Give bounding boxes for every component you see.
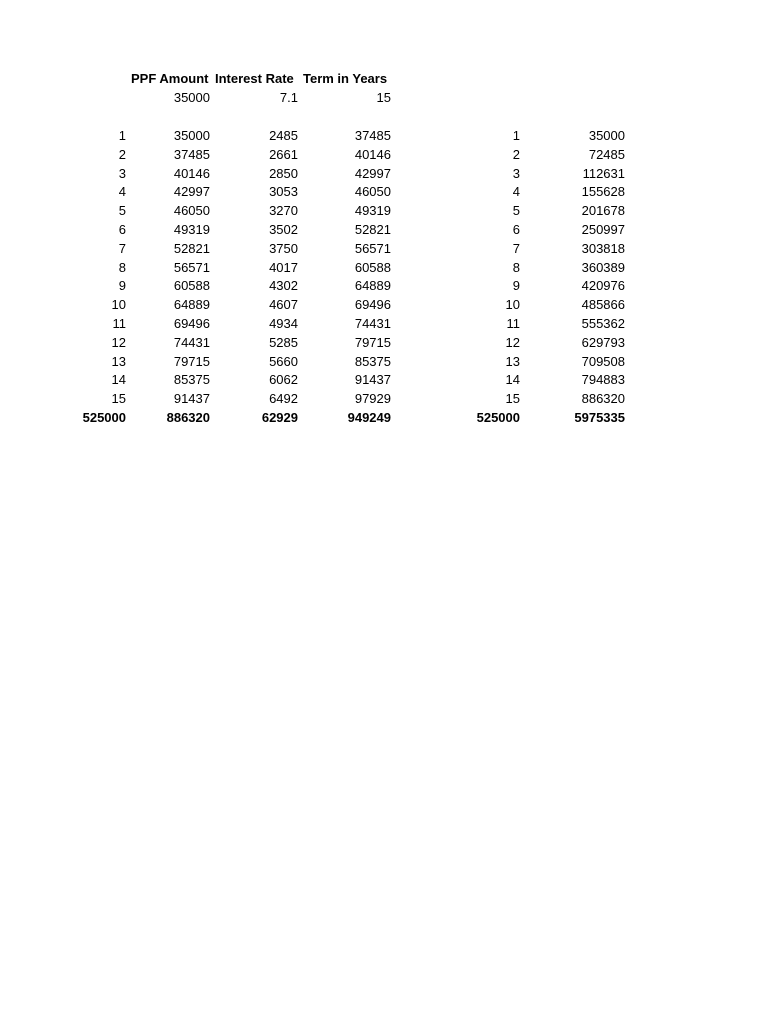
- cumulative-row-value: 112631: [582, 166, 625, 181]
- table-row-interest: 5660: [269, 354, 298, 369]
- table-row-closing: 64889: [354, 278, 391, 293]
- cumulative-row-value: 155628: [581, 184, 625, 199]
- table-row-interest: 2485: [269, 128, 298, 143]
- table-row-interest: 4302: [269, 278, 298, 293]
- table-row-year: 1: [118, 128, 126, 143]
- cumulative-row-value: 886320: [581, 391, 625, 406]
- table-row-interest: 3053: [269, 184, 298, 199]
- table-row-closing: 40146: [354, 147, 391, 162]
- table-row-year: 2: [118, 147, 126, 162]
- table-row-interest: 2661: [269, 147, 298, 162]
- table-row-closing: 46050: [354, 184, 391, 199]
- table-row-closing: 42997: [354, 166, 391, 181]
- cumulative-row-year: 13: [505, 354, 520, 369]
- totals-opening: 886320: [166, 410, 210, 425]
- table-row-year: 14: [111, 372, 126, 387]
- table-row-closing: 79715: [354, 335, 391, 350]
- table-row-opening: 91437: [173, 391, 210, 406]
- table-row-opening: 56571: [173, 260, 210, 275]
- table-row-interest: 4934: [269, 316, 298, 331]
- cumulative-row-value: 250997: [581, 222, 625, 237]
- cumulative-row-value: 35000: [588, 128, 625, 143]
- cumulative-row-year: 14: [505, 372, 520, 387]
- table-row-year: 13: [111, 354, 126, 369]
- cumulative-totals-year: 525000: [476, 410, 520, 425]
- table-row-opening: 74431: [173, 335, 210, 350]
- header-term-value: 15: [376, 90, 391, 105]
- table-row-year: 15: [111, 391, 126, 406]
- cumulative-row-value: 629793: [581, 335, 625, 350]
- cumulative-row-value: 555362: [581, 316, 625, 331]
- cumulative-row-value: 303818: [581, 241, 625, 256]
- cumulative-row-year: 8: [512, 260, 520, 275]
- cumulative-row-year: 15: [505, 391, 520, 406]
- cumulative-row-year: 1: [512, 128, 520, 143]
- table-row-opening: 42997: [173, 184, 210, 199]
- table-row-closing: 60588: [354, 260, 391, 275]
- cumulative-row-value: 201678: [581, 203, 625, 218]
- table-row-closing: 37485: [354, 128, 391, 143]
- table-row-interest: 3750: [269, 241, 298, 256]
- table-row-year: 12: [111, 335, 126, 350]
- table-row-interest: 6492: [269, 391, 298, 406]
- totals-interest: 62929: [261, 410, 298, 425]
- header-ppf-amount-value: 35000: [173, 90, 210, 105]
- cumulative-row-year: 7: [512, 241, 520, 256]
- cumulative-row-year: 11: [506, 316, 520, 331]
- table-row-opening: 35000: [173, 128, 210, 143]
- table-row-interest: 3502: [269, 222, 298, 237]
- table-row-closing: 97929: [354, 391, 391, 406]
- cumulative-row-year: 12: [505, 335, 520, 350]
- cumulative-row-year: 3: [512, 166, 520, 181]
- table-row-opening: 60588: [173, 278, 210, 293]
- table-row-interest: 5285: [269, 335, 298, 350]
- cumulative-totals-value: 5975335: [574, 410, 625, 425]
- table-row-closing: 56571: [354, 241, 391, 256]
- cumulative-row-year: 4: [512, 184, 520, 199]
- header-ppf-amount-label: PPF Amount: [131, 71, 209, 86]
- table-row-opening: 79715: [173, 354, 210, 369]
- table-row-opening: 49319: [173, 222, 210, 237]
- table-row-year: 6: [118, 222, 126, 237]
- cumulative-row-year: 2: [512, 147, 520, 162]
- cumulative-row-year: 5: [512, 203, 520, 218]
- table-row-opening: 64889: [173, 297, 210, 312]
- table-row-year: 5: [118, 203, 126, 218]
- header-term-label: Term in Years: [303, 71, 388, 86]
- table-row-opening: 85375: [173, 372, 210, 387]
- table-row-closing: 52821: [354, 222, 391, 237]
- totals-closing: 949249: [347, 410, 391, 425]
- cumulative-row-year: 6: [512, 222, 520, 237]
- table-row-closing: 85375: [354, 354, 391, 369]
- table-row-opening: 40146: [173, 166, 210, 181]
- table-row-closing: 91437: [354, 372, 391, 387]
- cumulative-row-year: 10: [505, 297, 520, 312]
- header-interest-rate-label: Interest Rate: [215, 71, 294, 86]
- table-row-closing: 74431: [354, 316, 391, 331]
- cumulative-row-year: 9: [512, 278, 520, 293]
- table-row-opening: 37485: [173, 147, 210, 162]
- table-row-year: 7: [118, 241, 126, 256]
- table-row-year: 3: [118, 166, 126, 181]
- table-row-interest: 4607: [269, 297, 298, 312]
- table-row-opening: 52821: [173, 241, 210, 256]
- table-row-interest: 6062: [269, 372, 298, 387]
- table-row-interest: 2850: [269, 166, 298, 181]
- cumulative-row-value: 794883: [581, 372, 625, 387]
- cumulative-row-value: 709508: [581, 354, 625, 369]
- table-row-opening: 46050: [173, 203, 210, 218]
- totals-year: 525000: [82, 410, 126, 425]
- cumulative-row-value: 360389: [581, 260, 625, 275]
- table-row-year: 9: [118, 278, 126, 293]
- table-row-closing: 69496: [354, 297, 391, 312]
- table-row-year: 10: [111, 297, 126, 312]
- table-row-opening: 69496: [173, 316, 210, 331]
- table-row-interest: 4017: [269, 260, 298, 275]
- cumulative-row-value: 420976: [581, 278, 625, 293]
- table-row-closing: 49319: [354, 203, 391, 218]
- cumulative-row-value: 72485: [588, 147, 625, 162]
- table-row-interest: 3270: [269, 203, 298, 218]
- table-row-year: 11: [112, 316, 126, 331]
- header-interest-rate-value: 7.1: [279, 90, 298, 105]
- cumulative-row-value: 485866: [581, 297, 625, 312]
- table-row-year: 8: [118, 260, 126, 275]
- table-row-year: 4: [118, 184, 126, 199]
